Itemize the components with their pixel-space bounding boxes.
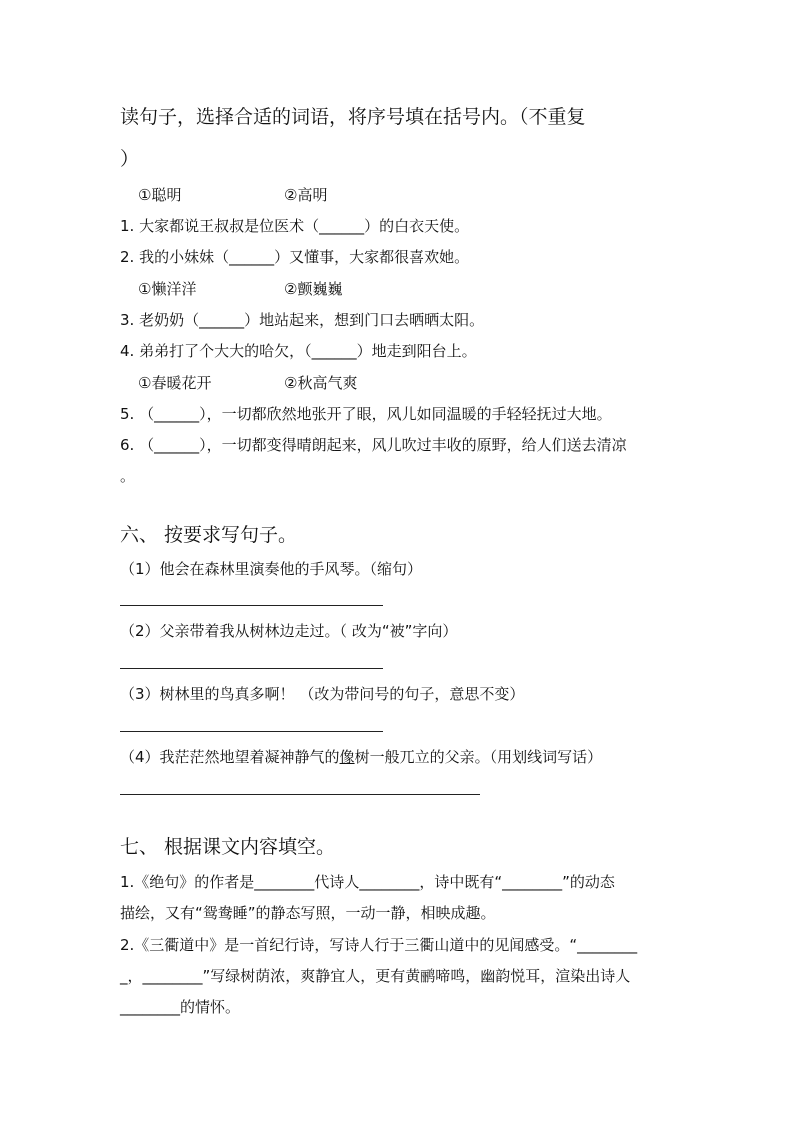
answer-line-2[interactable] (120, 668, 383, 669)
answer-line-3[interactable] (120, 731, 383, 732)
section5-instruction: 读句子，选择合适的词语，将序号填在括号内。（不重复 (120, 106, 586, 128)
question-3: 3. 老奶奶（______）地站起来，想到门口去晒晒太阳。 (120, 311, 485, 329)
fill-question-2: 2.《三衢道中》是一首纪行诗，写诗人行于三衢山道中的见闻感受。“________ (120, 936, 638, 954)
fill-question-1-cont: 描绘，又有“鸳鸯睡”的静态写照，一动一静，相映成趣。 (120, 904, 496, 922)
section6-heading: 六、 按要求写句子。 (120, 524, 298, 546)
rewrite-question-3: （3）树林里的鸟真多啊！ （改为带问号的句子，意思不变） (120, 685, 525, 703)
option-1: ①懒洋洋 (138, 280, 197, 298)
question-6-cont: 。 (120, 467, 136, 485)
section7-heading: 七、 根据课文内容填空。 (120, 836, 336, 858)
fill-question-2-end: ________的情怀。 (120, 998, 241, 1016)
question-4: 4. 弟弟打了个大大的哈欠，（______）地走到阳台上。 (120, 342, 477, 360)
question-1: 1. 大家都说王叔叔是位医术（______）的白衣天使。 (120, 217, 470, 235)
answer-line-1[interactable] (120, 605, 383, 606)
question-6: 6. （______），一切都变得晴朗起来，风儿吹过丰收的原野，给人们送去清凉 (120, 436, 627, 454)
fill-question-1: 1.《绝句》的作者是________代诗人________，诗中既有“________”的动态 (120, 873, 615, 891)
fill-question-2-cont: _，________”写绿树荫浓，爽静宜人，更有黄鹂啼鸣，幽韵悦耳，渲染出诗人 (120, 967, 631, 985)
rewrite-question-4-end: 树一般兀立的父亲。（用划线词写话） (354, 748, 603, 766)
question-5: 5. （______），一切都欣然地张开了眼，风儿如同温暖的手轻轻抚过大地。 (120, 405, 612, 423)
option-1: ①聪明 (138, 186, 182, 204)
rewrite-question-1: （1）他会在森林里演奏他的手风琴。（缩句） (120, 560, 423, 578)
rewrite-question-4-start: （4）我茫茫然地望着凝神静气的 (120, 748, 340, 766)
section5-instruction-cont: ） (120, 148, 140, 170)
option-group-2 (138, 279, 343, 299)
option-group-1 (138, 185, 328, 205)
option-2: ②秋高气爽 (284, 374, 358, 392)
option-1: ①春暖花开 (138, 374, 212, 392)
rewrite-question-2: （2）父亲带着我从树林边走过。（ 改为“被”字向） (120, 622, 458, 640)
answer-line-4[interactable] (120, 794, 480, 795)
option-group-3 (138, 373, 358, 393)
option-2: ②颤巍巍 (284, 280, 343, 298)
rewrite-question-4 (120, 747, 602, 767)
question-2: 2. 我的小妹妹（______）又懂事，大家都很喜欢她。 (120, 248, 470, 266)
underlined-word: 像 (339, 748, 355, 766)
option-2: ②高明 (284, 186, 328, 204)
